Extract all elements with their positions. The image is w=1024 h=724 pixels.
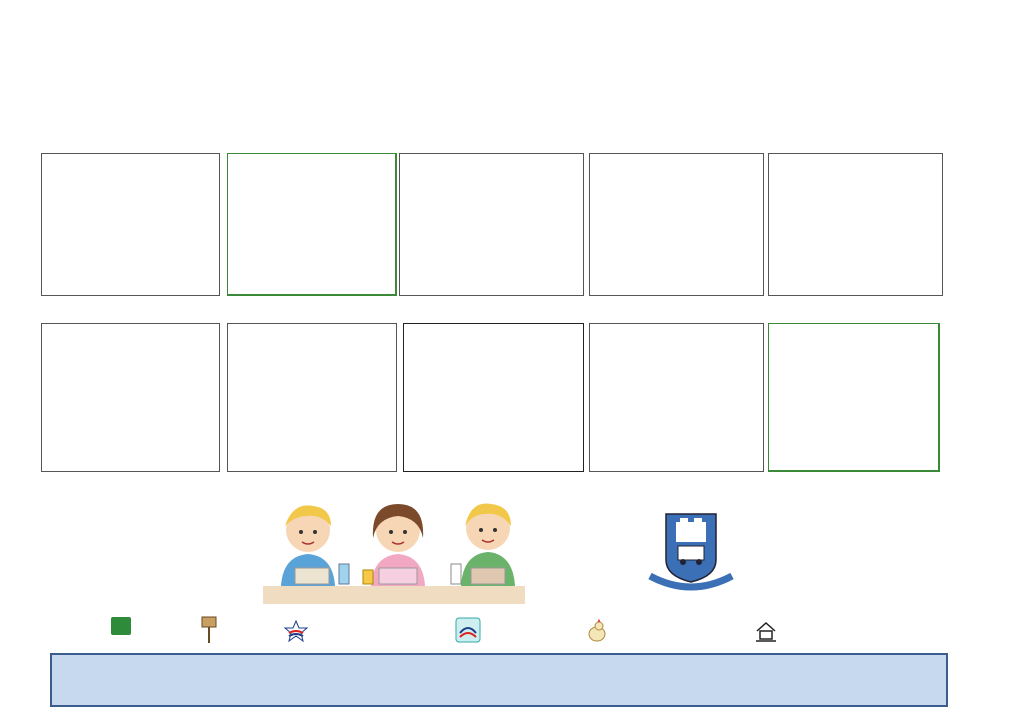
day-box-mardi-10 [227, 323, 397, 472]
viande-francaise-icon [283, 619, 309, 643]
legend-maison [755, 611, 781, 643]
legend [0, 611, 1024, 647]
day-box-vendredi-13 [768, 323, 940, 472]
legend-viande [283, 611, 313, 643]
child-right [451, 503, 515, 586]
day-box-mercredi-11 [403, 323, 584, 472]
day-box-jeudi-12 [589, 323, 764, 472]
day-box-mercredi-04 [399, 153, 584, 296]
day-box-lundi-02 [41, 153, 220, 296]
allergen-list-box [50, 653, 948, 707]
legend-bbc [455, 611, 485, 643]
terroir-icon [201, 615, 217, 643]
house-icon [755, 619, 777, 643]
children-eating-illustration [263, 498, 525, 604]
child-middle [363, 504, 425, 586]
day-box-vendredi-06 [768, 153, 943, 296]
day-box-mardi-03 [227, 153, 397, 296]
legend-terroir [201, 611, 221, 643]
bleu-blanc-coeur-icon [455, 617, 481, 643]
legend-bio [111, 611, 135, 643]
day-box-lundi-09 [41, 323, 220, 472]
hen-egg-icon [587, 619, 607, 643]
legend-oeufs [587, 611, 611, 643]
rouillet-crest-logo [642, 512, 740, 596]
bio-icon [111, 617, 131, 635]
child-left [281, 505, 349, 586]
day-box-jeudi-05 [589, 153, 764, 296]
